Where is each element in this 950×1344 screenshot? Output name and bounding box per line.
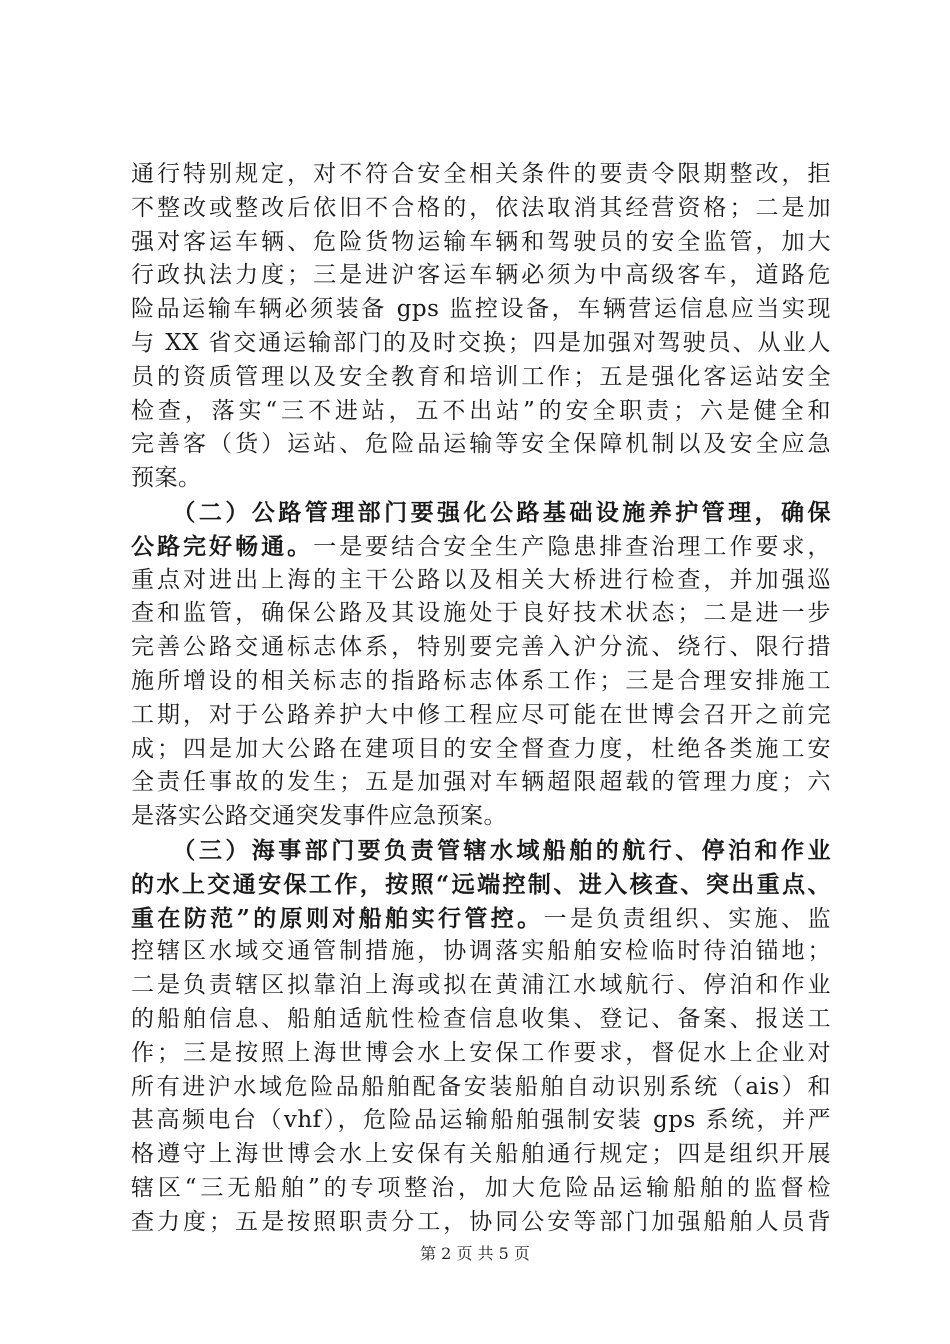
text-line (131, 530, 831, 564)
text-line: 作；三是按照上海世博会水上安保工作要求，督促水上企业对 (131, 1039, 831, 1066)
text-line: 预案。 (131, 465, 202, 492)
text-line: 全责任事故的发生；五是加强对车辆超限超载的管理力度；六 (131, 769, 831, 796)
text-line (131, 902, 831, 936)
text-line: 甚高频电台（vhf），危险品运输船舶强制安装 gps 系统，并严 (131, 1107, 831, 1134)
section-heading-3: （三）海事部门要负责管辖水域船舶的航行、停泊和作业 (131, 836, 831, 864)
text-line: 辖区“三无船舶”的专项整治，加大危险品运输船舶的监督检 (131, 1174, 831, 1201)
text-line: 完善公路交通标志体系，特别要完善入沪分流、绕行、限行措 (131, 634, 831, 661)
text-line: 的船舶信息、船舶适航性检查信息收集、登记、备案、报送工 (131, 1005, 831, 1032)
text-line: 检查，落实“三不进站，五不出站”的安全职责；六是健全和 (131, 397, 831, 424)
text-line: 格遵守上海世博会水上安保有关船舶通行规定；四是组织开展 (131, 1141, 831, 1168)
text-line: 完善客（货）运站、危险品运输等安全保障机制以及安全应急 (131, 431, 831, 458)
text-line: 所有进沪水域危险品船舶配备安装船舶自动识别系统（ais）和 (131, 1073, 831, 1100)
text-line: 工期，对于公路养护大中修工程应尽可能在世博会召开之前完 (131, 701, 831, 728)
text-line: 重点对进出上海的主干公路以及相关大桥进行检查，并加强巡 (131, 566, 831, 593)
text-span: 一是要结合安全生产隐患排查治理工作要求， (313, 533, 832, 560)
text-line: 险品运输车辆必须装备 gps 监控设备，车辆营运信息应当实现 (131, 296, 831, 323)
text-line: 员的资质管理以及安全教育和培训工作；五是强化客运站安全 (131, 363, 831, 390)
text-line: 强对客运车辆、危险货物运输车辆和驾驶员的安全监管，加大 (131, 228, 831, 255)
text-line: 二是负责辖区拟靠泊上海或拟在黄浦江水域航行、停泊和作业 (131, 972, 831, 999)
paragraph-2 (131, 496, 831, 834)
text-line: 查力度；五是按照职责分工，协同公安等部门加强船舶人员背 (131, 1208, 831, 1235)
text-span: 一是负责组织、实施、监 (543, 905, 831, 932)
paragraph-3 (131, 834, 831, 1240)
text-line: 成；四是加大公路在建项目的安全督查力度，杜绝各类施工安 (131, 735, 831, 762)
section-heading-3-end: 重在防范”的原则对船舶实行管控。 (131, 904, 544, 932)
text-line: 行政执法力度；三是进沪客运车辆必须为中高级客车，道路危 (131, 262, 831, 289)
section-heading-3-cont: 的水上交通安保工作，按照“远端控制、进入核查、突出重点、 (131, 870, 831, 898)
text-line: 不整改或整改后依旧不合格的，依法取消其经营资格；二是加 (131, 194, 831, 221)
paragraph-1 (131, 158, 831, 496)
page-number-footer: 第 2 页 共 5 页 (420, 1244, 530, 1263)
text-line: 查和监管，确保公路及其设施处于良好技术状态；二是进一步 (131, 600, 831, 627)
document-body (131, 158, 831, 1240)
text-line: 与 XX 省交通运输部门的及时交换；四是加强对驾驶员、从业人 (131, 329, 831, 356)
text-line: 通行特别规定，对不符合安全相关条件的要责令限期整改，拒 (131, 161, 831, 187)
section-heading-2: （二）公路管理部门要强化公路基础设施养护管理，确保 (131, 498, 831, 526)
text-line: 是落实公路交通突发事件应急预案。 (131, 803, 507, 830)
text-line: 控辖区水域交通管制措施，协调落实船舶安检临时待泊锚地； (131, 938, 831, 965)
text-line: 施所增设的相关标志的指路标志体系工作；三是合理安排施工 (131, 667, 831, 694)
section-heading-2-end: 公路完好畅通。 (131, 532, 314, 560)
